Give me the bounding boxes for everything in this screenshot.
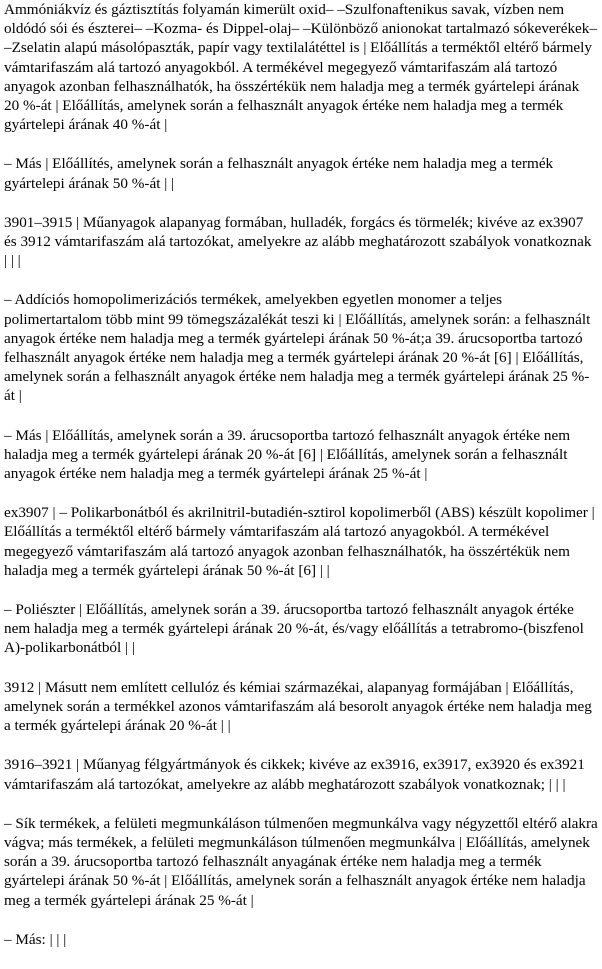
paragraph: Ammóniákvíz és gáztisztítás folyamán kimerült oxid– –Szulfonaftenikus savak, vízben nem oldódó sói és észterei– –Kozma- és Dippel-olaj– –Különböző anionokat tartalmazó sókeverékek– –Zselatin alapú másolópaszták, papír vagy textilalátéttel is | Előállítás a terméktől eltérő bármely vámtarifaszám alá tartozó anyagokból. A termékével megegyező vámtarifaszám alá tartozó anyagok azonban felhasználhatók, ha összértékük nem haladja meg a termék gyártelepi árának 20 %-át | Előállítás, amelynek során a felhasznált anyagok értéke nem haladja meg a termék gyártelepi árának 40 %-át | <box>4 1 597 134</box>
paragraph: – Más | Előállítás, amelynek során a 39. árucsoportba tartozó felhasznált anyagok értéke nem haladja meg a termék gyártelepi árának 20 %-át [6] | Előállítás, amelynek során a felhasznált anyagok értéke nem haladja meg a termék gyártelepi árának 25 %-át | <box>4 426 571 483</box>
paragraph: ex3907 | – Polikarbonátból és akrilnitril-butadién-sztirol kopolimerből (ABS) készült kopolimer | Előállítás a terméktől eltérő bármely vámtarifaszám alá tartozó anyagokból. A termékével megegyező vámtarifaszám alá tartozó anyagok azonban felhasználhatók, ha összértékük nem haladja meg a termék gyártelepi árának 50 %-át [6] | | <box>4 504 595 579</box>
paragraph: – Addíciós homopolimerizációs termékek, amelyekben egyetlen monomer a teljes polimertartalom több mint 99 tömegszázalékát teszi ki | Előállítás, amelynek során: a felhasznált anyagok értéke nem haladja meg a termék gyártelepi árának 50 %-át;a 39. árucsoportba tartozó felhasznált anyagok értéke nem haladja meg a termék gyártelepi árának 20 %-át [6] | Előállítás, amelynek során a felhasznált anyagok értéke nem haladja meg a termék gyártelepi árának 25 %-át | <box>4 291 591 405</box>
document-body <box>4 0 598 969</box>
paragraph: 3912 | Másutt nem említett cellulóz és kémiai származékai, alapanyag formájában | Előállítás, amelynek során a termékkel azonos vámtarifaszám alá besorolt anyagok értéke nem haladja meg a termék gyártelepi árának 20 %-át | | <box>4 678 592 735</box>
paragraph: – Sík termékek, a felületi megmunkáláson túlmenően megmunkálva vagy négyzettől eltérő alakra vágva; más termékek, a felületi megmunkáláson túlmenően megmunkálva | Előállítás, amelynek során a 39. árucsoportba tartozó felhasznált anyagának értéke nem haladja meg a termék gyártelepi árának 50 %-át | Előállítás, amelynek során a felhasznált anyagok értéke nem haladja meg a termék gyártelepi árának 25 %-át | <box>4 814 598 909</box>
paragraph: – Poliészter | Előállítás, amelynek során a 39. árucsoportba tartozó felhasznált anyagok értéke nem haladja meg a termék gyártelepi árának 20 %-át, és/vagy előállítás a tetrabromo-(biszfenol A)-polikarbonátból | | <box>4 601 584 657</box>
paragraph: – Más: | | | <box>4 930 67 948</box>
paragraph: 3916–3921 | Műanyag félgyártmányok és cikkek; kivéve az ex3916, ex3917, ex3920 és ex3921 vámtarifaszám alá tartozókat, amelyekre az alább meghatározott szabályok vonatkoznak; | | | <box>4 756 585 793</box>
paragraph: – Más | Előállítés, amelynek során a felhasznált anyagok értéke nem haladja meg a termék gyártelepi árának 50 %-át | | <box>4 155 554 192</box>
paragraph: 3901–3915 | Műanyagok alapanyag formában, hulladék, forgács és törmelék; kivéve az ex3907 és 3912 vámtarifaszám alá tartozókat, amelyekre az alább meghatározott szabályok vonatkoznak | | | <box>4 213 592 270</box>
